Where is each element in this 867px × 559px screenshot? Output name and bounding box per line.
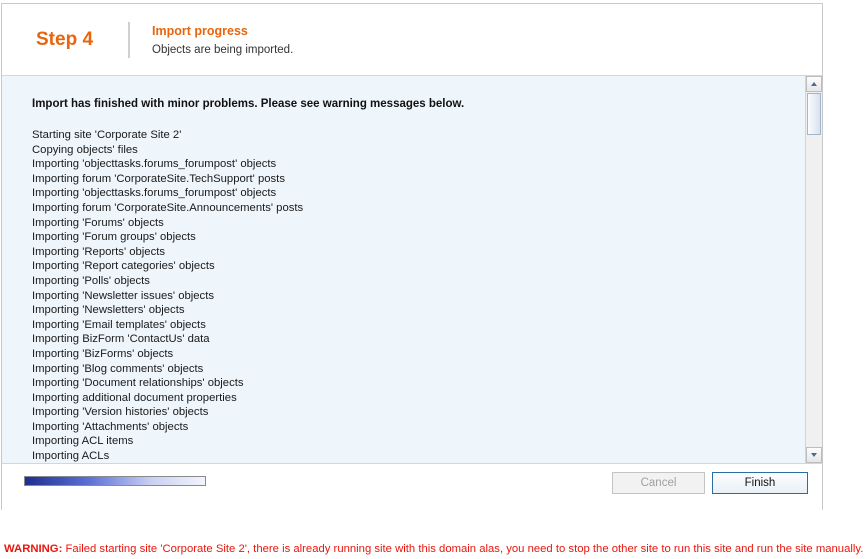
import-status-message: Import has finished with minor problems. Please see warning messages below. <box>32 98 465 110</box>
log-line: Importing 'Report categories' objects <box>32 260 215 273</box>
header-divider <box>128 22 130 58</box>
warning-text: Failed starting site 'Corporate Site 2', there is already running site with this domain alas, you need to stop the other site to run this site and run the site manually. <box>65 543 864 555</box>
scroll-up-button[interactable] <box>806 76 822 92</box>
log-line: Importing 'objecttasks.forums_forumpost' objects <box>32 187 277 200</box>
import-log-content <box>2 76 805 463</box>
chevron-down-icon <box>811 453 817 457</box>
log-line: Importing 'BizForms' objects <box>32 347 174 360</box>
cancel-button[interactable]: Cancel <box>612 472 705 494</box>
log-line: Importing 'objecttasks.forums_forumpost' objects <box>32 158 277 171</box>
log-line: Importing 'Newsletters' objects <box>32 304 185 317</box>
log-line: Copying objects' files <box>32 143 138 156</box>
finish-button[interactable]: Finish <box>712 472 808 494</box>
wizard-footer <box>2 464 822 510</box>
wizard-header <box>2 4 822 76</box>
log-line: Starting site 'Corporate Site 2' <box>32 129 182 141</box>
header-text-group <box>152 24 293 56</box>
progress-bar-track <box>24 476 206 486</box>
log-line: Importing 'Email templates' objects <box>32 318 206 331</box>
chevron-up-icon <box>811 82 817 86</box>
scroll-down-button[interactable] <box>806 447 822 463</box>
log-line: Importing ACL items <box>32 435 134 448</box>
log-line: Importing 'Newsletter issues' objects <box>32 289 214 302</box>
log-line: Importing 'Version histories' objects <box>32 406 209 419</box>
page-subtitle: Objects are being imported. <box>152 43 294 56</box>
import-log-panel <box>2 76 822 464</box>
step-label: Step 4 <box>36 28 94 50</box>
scrollbar-thumb[interactable] <box>807 93 821 135</box>
log-line: Importing 'Forum groups' objects <box>32 231 196 244</box>
log-line: Importing 'Attachments' objects <box>32 420 189 433</box>
import-wizard-window <box>1 3 823 510</box>
progress-bar-fill <box>25 477 205 485</box>
page-title: Import progress <box>152 23 248 38</box>
log-line: Importing forum 'CorporateSite.Announcements' posts <box>32 201 304 214</box>
log-line: Importing 'Polls' objects <box>32 274 150 287</box>
log-line: Importing forum 'CorporateSite.TechSupport' posts <box>32 172 285 185</box>
warning-prefix: WARNING: <box>4 543 63 555</box>
log-line: Importing 'Document relationships' objects <box>32 377 244 390</box>
import-log-list <box>32 128 795 493</box>
warning-message <box>4 543 864 555</box>
log-scrollbar[interactable] <box>805 76 822 463</box>
log-line: Importing additional document properties <box>32 391 237 404</box>
log-line: Importing ACLs <box>32 450 110 463</box>
log-line: Importing 'Forums' objects <box>32 216 164 229</box>
log-line: Importing BizForm 'ContactUs' data <box>32 333 210 346</box>
log-line: Importing 'Reports' objects <box>32 245 166 258</box>
log-line: Importing 'Blog comments' objects <box>32 362 204 375</box>
